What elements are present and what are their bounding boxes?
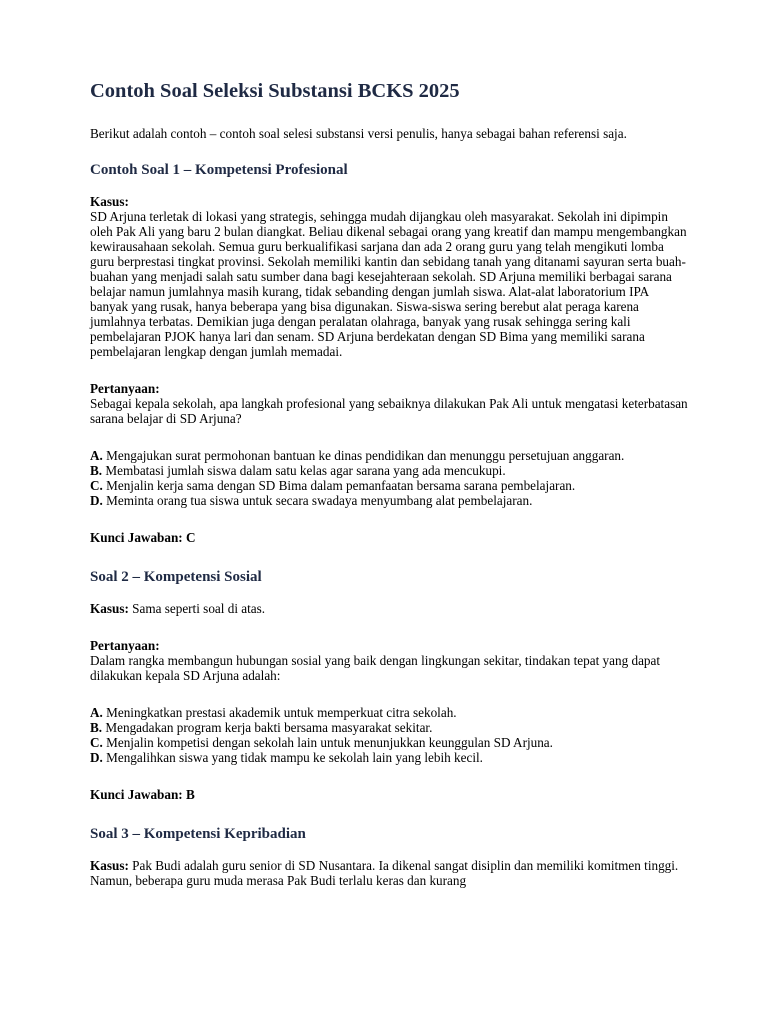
option-c — [90, 478, 575, 493]
soal2-pertanyaan — [90, 638, 688, 683]
soal1-heading: Contoh Soal 1 – Kompetensi Profesional — [90, 162, 348, 178]
soal2-kasus-text: Sama seperti soal di atas. — [132, 601, 266, 616]
soal2-kasus-label: Kasus: — [90, 601, 129, 616]
soal3-kasus-label: Kasus: — [90, 858, 129, 873]
option-d — [90, 493, 532, 508]
soal1-pertanyaan-text: Sebagai kepala sekolah, apa langkah profesional yang sebaiknya dilakukan Pak Ali untuk mengatasi keterbatasan sarana belajar di SD Arjuna? — [90, 396, 688, 426]
soal3-kasus-text: Pak Budi adalah guru senior di SD Nusantara. Ia dikenal sangat disiplin dan memiliki komitmen tinggi. Namun, beberapa guru muda merasa Pak Budi terlalu keras dan kurang — [90, 858, 679, 888]
option-a — [90, 448, 624, 463]
soal2-kasus — [90, 601, 688, 616]
option-b — [90, 720, 432, 735]
option-letter: A. — [90, 705, 103, 720]
option-text: Meminta orang tua siswa untuk secara swadaya menyumbang alat pembelajaran. — [106, 493, 533, 508]
soal2-options — [90, 705, 688, 765]
option-text: Meningkatkan prestasi akademik untuk memperkuat citra sekolah. — [106, 705, 457, 720]
intro-paragraph: Berikut adalah contoh – contoh soal selesi substansi versi penulis, hanya sebagai bahan referensi saja. — [90, 126, 627, 141]
soal1-options — [90, 448, 688, 508]
option-text: Menjalin kompetisi dengan sekolah lain untuk menunjukkan keunggulan SD Arjuna. — [106, 735, 553, 750]
option-letter: D. — [90, 493, 103, 508]
soal1-kasus-label: Kasus: — [90, 194, 129, 209]
option-text: Mengajukan surat permohonan bantuan ke dinas pendidikan dan menunggu persetujuan anggaran. — [106, 448, 625, 463]
soal2-answer-key — [90, 787, 688, 802]
option-a — [90, 705, 457, 720]
soal1-pertanyaan — [90, 381, 688, 426]
option-text: Menjalin kerja sama dengan SD Bima dalam pemanfaatan bersama sarana pembelajaran. — [106, 478, 576, 493]
option-letter: A. — [90, 448, 103, 463]
option-letter: C. — [90, 735, 103, 750]
option-letter: B. — [90, 720, 103, 735]
option-b — [90, 463, 506, 478]
option-d — [90, 750, 483, 765]
soal2-pertanyaan-label: Pertanyaan: — [90, 638, 160, 653]
soal1-answer-key — [90, 530, 688, 545]
option-text: Mengadakan program kerja bakti bersama masyarakat sekitar. — [105, 720, 433, 735]
soal3-kasus — [90, 858, 688, 888]
option-letter: C. — [90, 478, 103, 493]
soal1-kasus-text: SD Arjuna terletak di lokasi yang strategis, sehingga mudah dijangkau oleh masyarakat. Sekolah ini dipimpin oleh Pak Ali yang baru 2 bulan diangkat. Beliau dikenal sebagai orang yang kreatif dan mampu mengembangkan kewirausahaan sekolah. Semua guru berkualifikasi sarjana dan ada 2 orang guru yang telah mengikuti lomba guru berprestasi tingkat provinsi. Sekolah memiliki kantin dan sebidang tanah yang ditanami sayuran serta buah-buahan yang menjadi salah satu sumber dana bagi kesejahteraan sekolah. SD Arjuna memiliki berbagai sarana belajar namun jumlahnya masih kurang, tidak sebanding dengan jumlah siswa. Alat-alat laboratorium IPA banyak yang rusak, hanya beberapa yang bisa digunakan. Siswa-siswa sering berebut alat peraga karena jumlahnya terbatas. Demikian juga dengan peralatan olahraga, banyak yang rusak sehingga sering kali pembelajaran PJOK hanya lari dan senam. SD Arjuna berdekatan dengan SD Bima yang memiliki sarana pembelajaran lengkap dengan jumlah memadai. — [90, 209, 687, 359]
option-text: Membatasi jumlah siswa dalam satu kelas agar sarana yang ada mencukupi. — [105, 463, 506, 478]
soal2-heading: Soal 2 – Kompetensi Sosial — [90, 569, 262, 585]
soal1-kasus — [90, 194, 688, 359]
soal2-pertanyaan-text: Dalam rangka membangun hubungan sosial yang baik dengan lingkungan sekitar, tindakan tepat yang dapat dilakukan kepala SD Arjuna adalah: — [90, 653, 661, 683]
page-title: Contoh Soal Seleksi Substansi BCKS 2025 — [90, 80, 460, 102]
soal3-heading: Soal 3 – Kompetensi Kepribadian — [90, 826, 306, 842]
answer-key-text: Kunci Jawaban: C — [90, 530, 196, 545]
option-letter: B. — [90, 463, 103, 478]
document-body — [90, 78, 688, 888]
option-c — [90, 735, 553, 750]
soal1-pertanyaan-label: Pertanyaan: — [90, 381, 160, 396]
option-text: Mengalihkan siswa yang tidak mampu ke sekolah lain yang lebih kecil. — [106, 750, 483, 765]
option-letter: D. — [90, 750, 103, 765]
answer-key-text: Kunci Jawaban: B — [90, 787, 195, 802]
